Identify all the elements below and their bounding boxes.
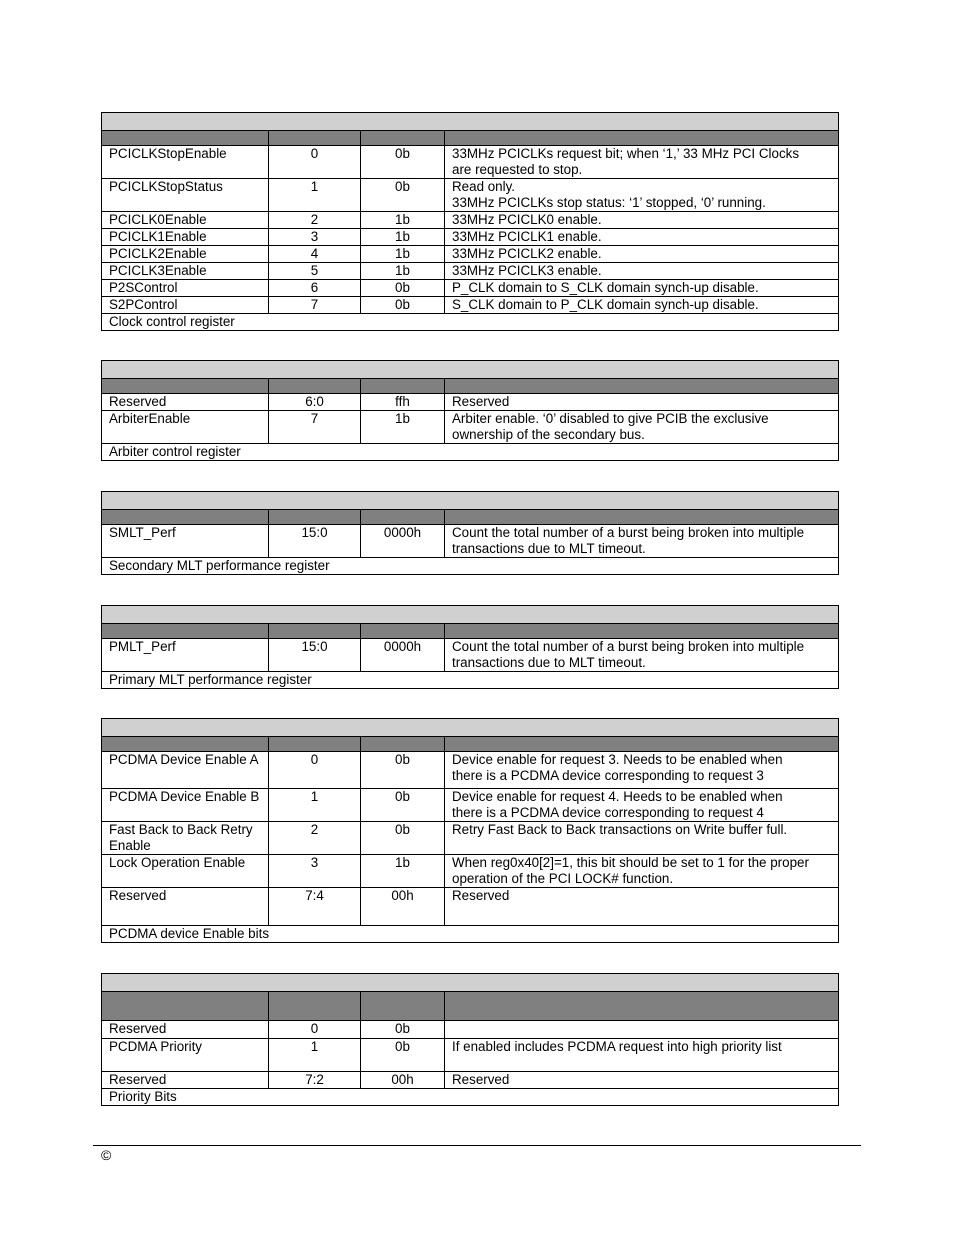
field-default: 0b <box>361 789 445 822</box>
field-bits: 2 <box>269 212 361 229</box>
field-bits: 1 <box>269 1039 361 1072</box>
field-name: S2PControl <box>102 297 269 314</box>
field-bits: 15:0 <box>269 639 361 672</box>
field-description: Retry Fast Back to Back transactions on Write buffer full. <box>445 822 839 855</box>
field-default: 1b <box>361 212 445 229</box>
field-description: Read only. 33MHz PCICLKs stop status: ‘1’ stopped, ‘0’ running. <box>445 179 839 212</box>
field-description: 33MHz PCICLK0 enable. <box>445 212 839 229</box>
table-row <box>102 1039 839 1072</box>
table-row <box>102 246 839 263</box>
table-row <box>102 263 839 280</box>
table-row <box>102 855 839 888</box>
field-description <box>445 1021 839 1039</box>
field-default: 1b <box>361 855 445 888</box>
field-default: 0b <box>361 179 445 212</box>
primary-mlt-table <box>101 605 839 689</box>
table-header-row <box>102 992 839 1021</box>
pcdma-enable-table <box>101 718 839 943</box>
field-name: P2SControl <box>102 280 269 297</box>
field-name: SMLT_Perf <box>102 525 269 558</box>
table-caption-row <box>102 926 839 943</box>
field-name: Reserved <box>102 1072 269 1089</box>
field-default: 00h <box>361 888 445 926</box>
field-bits: 4 <box>269 246 361 263</box>
table-title-bar <box>102 113 839 131</box>
table-caption: Secondary MLT performance register <box>102 558 839 575</box>
field-bits: 0 <box>269 1021 361 1039</box>
field-default: 0b <box>361 822 445 855</box>
table-row <box>102 639 839 672</box>
field-name: PCICLKStopStatus <box>102 179 269 212</box>
field-default: 0b <box>361 752 445 789</box>
footer-divider <box>93 1145 861 1146</box>
secondary-mlt-table <box>101 491 839 575</box>
field-bits: 15:0 <box>269 525 361 558</box>
copyright-symbol: © <box>101 1147 112 1163</box>
table-caption: Arbiter control register <box>102 444 839 461</box>
table-header-row <box>102 624 839 639</box>
field-name: Fast Back to Back Retry Enable <box>102 822 269 855</box>
field-description: If enabled includes PCDMA request into high priority list <box>445 1039 839 1072</box>
field-bits: 6:0 <box>269 394 361 411</box>
field-bits: 6 <box>269 280 361 297</box>
table-row <box>102 212 839 229</box>
table-title-bar <box>102 974 839 992</box>
field-name: PCDMA Priority <box>102 1039 269 1072</box>
table-caption-row <box>102 1089 839 1106</box>
table-row <box>102 1072 839 1089</box>
field-name: PCICLK2Enable <box>102 246 269 263</box>
field-description: S_CLK domain to P_CLK domain synch-up disable. <box>445 297 839 314</box>
table-caption-row <box>102 672 839 689</box>
table-row <box>102 394 839 411</box>
field-bits: 5 <box>269 263 361 280</box>
table-header-row <box>102 510 839 525</box>
field-default: 00h <box>361 1072 445 1089</box>
table-row <box>102 179 839 212</box>
table-header-row <box>102 737 839 752</box>
field-bits: 7:4 <box>269 888 361 926</box>
field-description: Arbiter enable. ‘0’ disabled to give PCIB the exclusive ownership of the secondary bus. <box>445 411 839 444</box>
field-default: 1b <box>361 229 445 246</box>
field-bits: 0 <box>269 752 361 789</box>
field-name: Reserved <box>102 888 269 926</box>
table-row <box>102 888 839 926</box>
table-row <box>102 280 839 297</box>
field-default: 1b <box>361 411 445 444</box>
field-name: PCDMA Device Enable A <box>102 752 269 789</box>
field-description: Reserved <box>445 394 839 411</box>
field-bits: 2 <box>269 822 361 855</box>
table-row <box>102 822 839 855</box>
field-bits: 3 <box>269 229 361 246</box>
field-default: ffh <box>361 394 445 411</box>
table-title-bar <box>102 719 839 737</box>
field-name: Lock Operation Enable <box>102 855 269 888</box>
table-row <box>102 525 839 558</box>
table-header-row <box>102 379 839 394</box>
field-description: Count the total number of a burst being broken into multiple transactions due to MLT timeout. <box>445 639 839 672</box>
field-description: 33MHz PCICLKs request bit; when ‘1,’ 33 MHz PCI Clocks are requested to stop. <box>445 146 839 179</box>
field-bits: 1 <box>269 789 361 822</box>
table-caption-row <box>102 558 839 575</box>
field-description: When reg0x40[2]=1, this bit should be set to 1 for the proper operation of the PCI LOCK# function. <box>445 855 839 888</box>
table-caption: Clock control register <box>102 314 839 331</box>
table-title-bar <box>102 606 839 624</box>
field-description: 33MHz PCICLK2 enable. <box>445 246 839 263</box>
table-row <box>102 146 839 179</box>
field-name: PCICLKStopEnable <box>102 146 269 179</box>
field-name: Reserved <box>102 1021 269 1039</box>
field-description: Device enable for request 4. Heeds to be enabled when there is a PCDMA device corresponding to request 4 <box>445 789 839 822</box>
field-description: Device enable for request 3. Needs to be enabled when there is a PCDMA device corresponding to request 3 <box>445 752 839 789</box>
field-description: 33MHz PCICLK1 enable. <box>445 229 839 246</box>
arbiter-control-table <box>101 360 839 461</box>
table-row <box>102 789 839 822</box>
table-caption-row <box>102 314 839 331</box>
field-default: 1b <box>361 263 445 280</box>
field-default: 0b <box>361 1039 445 1072</box>
field-name: PCDMA Device Enable B <box>102 789 269 822</box>
table-title-bar <box>102 361 839 379</box>
table-caption: PCDMA device Enable bits <box>102 926 839 943</box>
field-bits: 7 <box>269 297 361 314</box>
field-name: ArbiterEnable <box>102 411 269 444</box>
field-bits: 0 <box>269 146 361 179</box>
field-default: 0000h <box>361 639 445 672</box>
field-name: PMLT_Perf <box>102 639 269 672</box>
field-name: Reserved <box>102 394 269 411</box>
field-default: 0b <box>361 1021 445 1039</box>
table-row <box>102 297 839 314</box>
field-description: Reserved <box>445 1072 839 1089</box>
field-name: PCICLK3Enable <box>102 263 269 280</box>
field-default: 0b <box>361 146 445 179</box>
table-caption: Primary MLT performance register <box>102 672 839 689</box>
clock-control-table <box>101 112 839 331</box>
field-description: P_CLK domain to S_CLK domain synch-up disable. <box>445 280 839 297</box>
field-default: 0b <box>361 297 445 314</box>
field-name: PCICLK0Enable <box>102 212 269 229</box>
table-header-row <box>102 131 839 146</box>
table-row <box>102 1021 839 1039</box>
table-title-bar <box>102 492 839 510</box>
field-bits: 7 <box>269 411 361 444</box>
field-default: 0b <box>361 280 445 297</box>
table-row <box>102 229 839 246</box>
field-bits: 1 <box>269 179 361 212</box>
field-description: Reserved <box>445 888 839 926</box>
field-bits: 7:2 <box>269 1072 361 1089</box>
field-default: 1b <box>361 246 445 263</box>
field-description: 33MHz PCICLK3 enable. <box>445 263 839 280</box>
table-caption: Priority Bits <box>102 1089 839 1106</box>
table-row <box>102 752 839 789</box>
priority-bits-table <box>101 973 839 1106</box>
field-description: Count the total number of a burst being broken into multiple transactions due to MLT timeout. <box>445 525 839 558</box>
table-row <box>102 411 839 444</box>
field-default: 0000h <box>361 525 445 558</box>
table-caption-row <box>102 444 839 461</box>
field-bits: 3 <box>269 855 361 888</box>
field-name: PCICLK1Enable <box>102 229 269 246</box>
